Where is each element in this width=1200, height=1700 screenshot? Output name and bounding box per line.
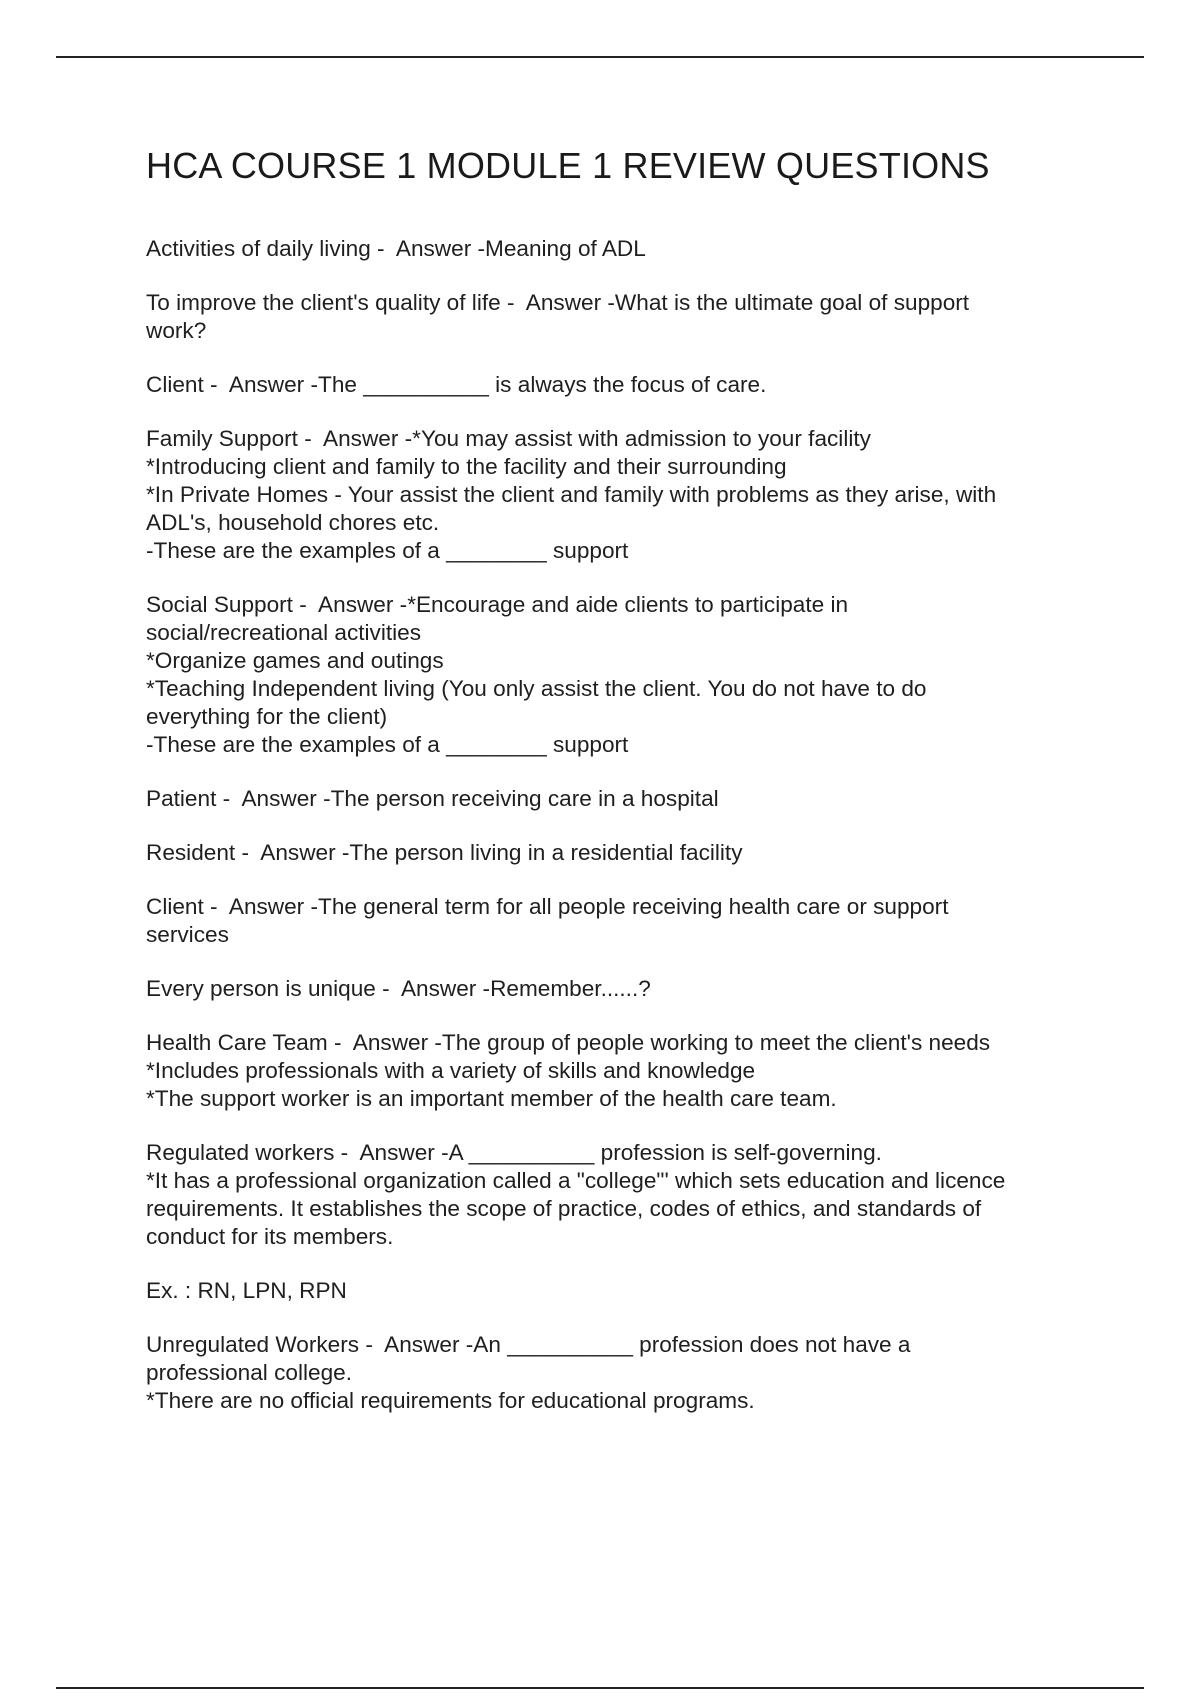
qa-entry bbox=[146, 1029, 1096, 1113]
qa-entry-line: everything for the client) bbox=[146, 704, 388, 729]
qa-entry bbox=[146, 1331, 1096, 1415]
qa-entry-line: *Teaching Independent living (You only assist the client. You do not have to do bbox=[146, 676, 927, 701]
qa-entry-line: *Introducing client and family to the facility and their surrounding bbox=[146, 454, 787, 479]
qa-entry-line: Client - Answer -The __________ is always the focus of care. bbox=[146, 372, 767, 397]
qa-entry-line: Family Support - Answer -*You may assist with admission to your facility bbox=[146, 426, 871, 451]
qa-entry-line: Health Care Team - Answer -The group of people working to meet the client's needs bbox=[146, 1030, 991, 1055]
qa-entry-line: Regulated workers - Answer -A __________ profession is self-governing. bbox=[146, 1140, 882, 1165]
qa-entry bbox=[146, 235, 1096, 263]
qa-entry-line: *Organize games and outings bbox=[146, 648, 444, 673]
qa-entry-line: Patient - Answer -The person receiving care in a hospital bbox=[146, 786, 719, 811]
qa-entry bbox=[146, 1277, 1096, 1305]
bottom-divider bbox=[56, 1687, 1144, 1689]
qa-entry-line: Activities of daily living - Answer -Meaning of ADL bbox=[146, 236, 646, 261]
qa-entry-line: professional college. bbox=[146, 1360, 352, 1385]
qa-entry-line: -These are the examples of a ________ support bbox=[146, 732, 629, 757]
qa-entry-line: *In Private Homes - Your assist the client and family with problems as they arise, with bbox=[146, 482, 997, 507]
qa-entry bbox=[146, 893, 1096, 949]
qa-entry-line: *Includes professionals with a variety of skills and knowledge bbox=[146, 1058, 756, 1083]
qa-entry-line: requirements. It establishes the scope of practice, codes of ethics, and standards of bbox=[146, 1196, 982, 1221]
qa-entry-line: Unregulated Workers - Answer -An __________ profession does not have a bbox=[146, 1332, 911, 1357]
qa-entry-line: social/recreational activities bbox=[146, 620, 422, 645]
qa-entry-line: Every person is unique - Answer -Remember......? bbox=[146, 976, 651, 1001]
qa-list bbox=[146, 235, 1096, 1415]
qa-entry-line: To improve the client's quality of life - Answer -What is the ultimate goal of support bbox=[146, 290, 970, 315]
qa-entry-line: Ex. : RN, LPN, RPN bbox=[146, 1278, 347, 1303]
qa-entry bbox=[146, 1139, 1096, 1251]
qa-entry bbox=[146, 591, 1096, 759]
qa-entry-line: work? bbox=[146, 318, 207, 343]
document-body bbox=[146, 140, 1096, 1441]
qa-entry-line: Social Support - Answer -*Encourage and aide clients to participate in bbox=[146, 592, 849, 617]
qa-entry bbox=[146, 425, 1096, 565]
qa-entry bbox=[146, 371, 1096, 399]
qa-entry-line: *There are no official requirements for educational programs. bbox=[146, 1388, 755, 1413]
qa-entry bbox=[146, 289, 1096, 345]
qa-entry-line: ADL's, household chores etc. bbox=[146, 510, 440, 535]
top-divider bbox=[56, 56, 1144, 58]
qa-entry-line: Resident - Answer -The person living in a residential facility bbox=[146, 840, 743, 865]
qa-entry-line: conduct for its members. bbox=[146, 1224, 394, 1249]
qa-entry-line: services bbox=[146, 922, 229, 947]
qa-entry-line: Client - Answer -The general term for all people receiving health care or support bbox=[146, 894, 949, 919]
qa-entry-line: -These are the examples of a ________ support bbox=[146, 538, 629, 563]
qa-entry bbox=[146, 975, 1096, 1003]
qa-entry bbox=[146, 785, 1096, 813]
qa-entry bbox=[146, 839, 1096, 867]
qa-entry-line: *It has a professional organization called a "college"' which sets education and licence bbox=[146, 1168, 1006, 1193]
qa-entry-line: *The support worker is an important member of the health care team. bbox=[146, 1086, 837, 1111]
document-title: HCA COURSE 1 MODULE 1 REVIEW QUESTIONS bbox=[146, 145, 990, 186]
